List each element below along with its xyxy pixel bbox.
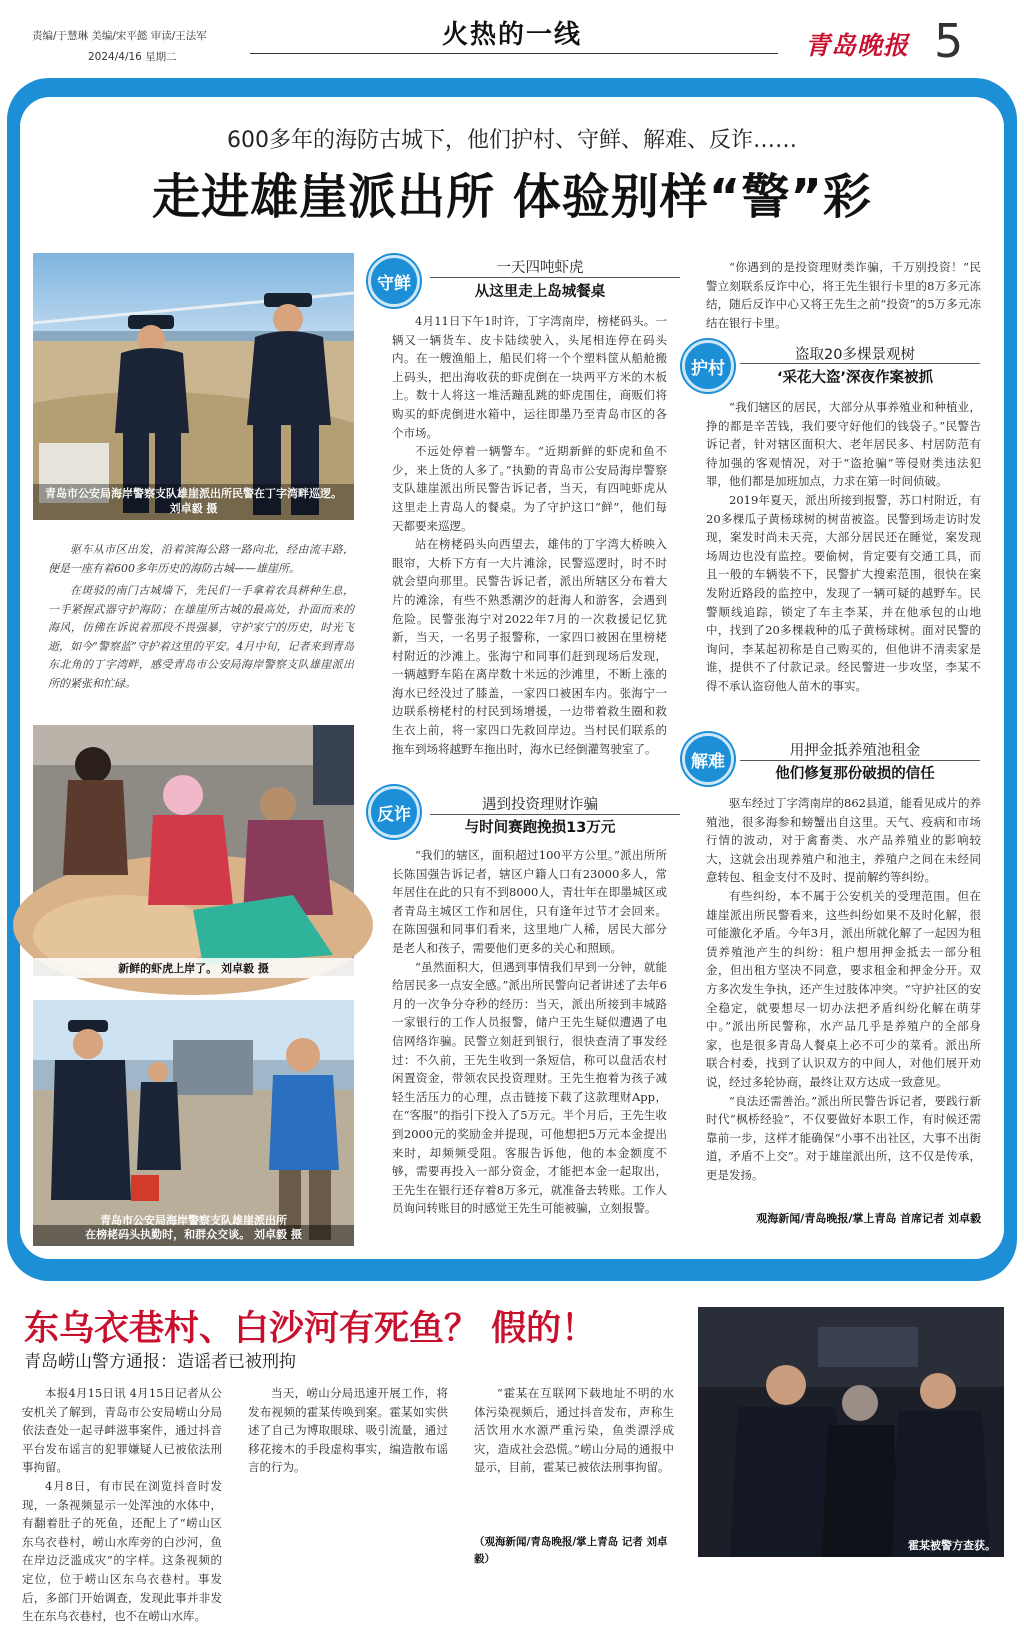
bottom-byline: （观海新闻/青岛晚报/掌上青岛 记者 刘卓毅） <box>474 1536 668 1565</box>
body-paragraph: 有些纠纷，本不属于公安机关的受理范围。但在雄崖派出所民警看来，这些纠纷如果不及时化解，很可能激化矛盾。今年3月，派出所就化解了一起因为租赁养殖池产生的纠纷：租户想用押金抵去一部分租金，但出租方坚决不同意，要求租金和押金分开。双方多次发生争执，还产生过肢体冲突。“守护社区的安全稳定，就要想尽一切办法把矛盾纠纷化解在萌芽中。”派出所民警称，水产品几乎是养殖户的全部身家，也是很多青岛人餐桌上必不可少的菜肴。派出所联合村委，找到了认识双方的中间人，对他们展开劝说，经过多轮协商，最终让双方达成一致意见。 <box>706 888 981 1089</box>
section4-title: 用押金抵养殖池租金 <box>789 743 921 759</box>
arrest-illustration <box>698 1307 1004 1557</box>
section3-body <box>706 398 981 728</box>
section2-subtitle: 与时间赛跑挽损13万元 <box>464 820 616 836</box>
section1-subtitle: 从这里走上岛城餐桌 <box>474 284 606 300</box>
intro-paragraph: 驱车从市区出发，沿着滨海公路一路向北，经由流丰路，便是一座有着600多年历史的海防古城——雄崖所。 <box>48 543 354 575</box>
section-badge-hucun: 护村 <box>682 340 734 392</box>
bottom-headline: 东乌衣巷村、白沙河有死鱼？ 假的！ <box>24 1309 597 1349</box>
section2-body-part2 <box>706 258 981 330</box>
photo1-caption: 青岛市公安局海岸警察支队雄崖派出所民警在丁字湾畔巡逻。 刘卓毅 摄 <box>33 484 354 520</box>
issue-date: 2024/4/16 星期二 <box>88 51 177 63</box>
photo-shrimp-landing <box>33 725 354 976</box>
photo3-overlay-text: 青岛市公安局海岸警察支队雄崖派出所 <box>100 1214 287 1227</box>
body-paragraph: 站在榜栳码头向西望去，雄伟的丁字湾大桥映入眼帘，大桥下方有一大片滩涂，民警巡逻时，时不时就会望向那里。民警告诉记者，派出所辖区分布着大片的滩涂，有些不熟悉潮汐的赶海人和游客，会遇到危险。民警张海宁对2022年7月的一次救援记忆犹新，当天，一名男子报警称，一家四口被困在里榜栳村附近的沙滩上。张海宁和同事们赶到现场后发现，一辆越野车陷在离岸数十米远的沙滩里，不断上涨的海水已经没过了膝盖，一家四口被困车内。张海宁一边联系榜栳村的村民到场增援，一边带着救生圈和救生衣上前，将一家四口先救回岸边。当村民们联系的拖车到场将越野车拖出时，海水已经倒灌驾驶室了。 <box>392 537 667 756</box>
body-paragraph: “我们辖区的居民，大部分从事养殖业和种植业，挣的都是辛苦钱，我们要守好他们的钱袋子。”民警告诉记者，针对辖区面积大、老年居民多、村居防范有待加强的客观情况，对于“盗抢骗”等侵财类违法犯罪，他们都是加班加点，力求在第一时间侦破。 <box>706 400 981 489</box>
section4-rule <box>740 760 980 761</box>
section3-title: 盗取20多棵景观树 <box>795 347 915 363</box>
patrol-illustration <box>33 253 354 520</box>
section4-subtitle: 他们修复那份破损的信任 <box>775 766 935 782</box>
section3-subtitle: ‘采花大盗’深夜作案被抓 <box>776 370 934 386</box>
feature-headline: 走进雄崖派出所 体验别样“警”彩 <box>152 169 872 225</box>
body-paragraph: 驱车经过丁字湾南岸的862县道，能看见成片的养殖池，很多海参和螃蟹出自这里。天气、疫病和市场行情的波动，对于禽畜类、水产品养殖业的影响较大，这就会出现养殖户和池主，养殖户之间在未经同意转包、租金支付不及时、提前解约等纠纷。 <box>706 796 981 885</box>
body-paragraph: “良法还需善治。”派出所民警告诉记者，要践行新时代“枫桥经验”，不仅要做好本职工作，有时候还需靠前一步，这样才能确保“小事不出社区，大事不出街道，矛盾不上交”。对于雄崖派出所，这不仅是传承，更是发扬。 <box>706 1093 981 1182</box>
section2-rule <box>430 814 680 815</box>
body-paragraph: 4月8日，有市民在浏览抖音时发现，一条视频显示一处浑浊的水体中，有翻着肚子的死鱼，还配上了“崂山区东乌衣巷村，崂山水库旁的白沙河，鱼在岸边泛滥成灾”的字样。这条视频的定位，位于崂山区东乌衣巷村。事发后，多部门开始调查，发现此事并非发生在东乌衣巷村，也不在崂山水库。 <box>22 1478 222 1624</box>
section4-body <box>706 794 981 1206</box>
photo-dock-talk <box>33 1000 354 1246</box>
section2-title: 遇到投资理财诈骗 <box>482 797 598 813</box>
feature-intro <box>48 541 354 697</box>
body-paragraph: “霍某在互联网下载地址不明的水体污染视频后，通过抖音发布，声称生活饮用水水源严重污染，鱼类漂浮成灾，造成社会恐慌。”崂山分局的通报中显示，目前，霍某已被依法刑事拘留。 <box>474 1386 674 1475</box>
body-paragraph: 2019年夏天，派出所接到报警，苏口村附近，有20多棵瓜子黄杨球树的树苗被盗。民警到场走访时发现，案发时尚未天亮，大部分居民还在睡觉，案发现场周边也没有监控。要偷树，肯定要有交通工具，而且一般的车辆装不下，民警扩大搜索范围，很快在案发附近路段的监控中，发现了一辆可疑的越野车。民警顺线追踪，锁定了车主李某，并在他承包的山地中，找到了20多棵栽种的瓜子黄杨球树。面对民警的询问，李某起初称是自己购买的，但他讲不清卖家是谁，提供不了付款记录。经民警进一步攻坚，李某不得不承认盗窃他人苗木的事实。 <box>706 492 981 693</box>
feature-kicker: 600多年的海防古城下，他们护村、守鲜、解难、反诈…… <box>227 128 797 153</box>
section-badge-jienan: 解难 <box>682 733 734 785</box>
body-paragraph: 不远处停着一辆警车。“近期新鲜的虾虎和鱼不少，来上货的人多了。”执勤的青岛市公安局海岸警察支队雄崖派出所民警告诉记者，当天，有四吨虾虎从这里走上青岛人的餐桌。为了守护这口“鲜”，他们每天都要来巡逻。 <box>392 444 667 533</box>
section1-title: 一天四吨虾虎 <box>496 260 584 276</box>
intro-paragraph: 在斑驳的南门古城墙下，先民们一手拿着农具耕种生息，一手紧握武器守护海防；在雄崖所古城的最高处，扑面而来的海风，仿佛在诉说着那段不畏强暴，守护家宁的历史，时光飞逝，如今“警察蓝”守护着这里的平安。4月中旬，记者来到青岛东北角的丁字湾畔，感受青岛市公安局海岸警察支队雄崖派出所的紧张和忙碌。 <box>48 584 354 690</box>
dock-illustration <box>33 1000 354 1246</box>
section3-rule <box>740 363 980 364</box>
body-paragraph: 本报4月15日讯 4月15日记者从公安机关了解到，青岛市公安局崂山分局依法查处一起寻衅滋事案件，通过抖音平台发布谣言的犯罪嫌疑人已被依法刑事拘留。 <box>22 1386 222 1475</box>
section2-body-part1 <box>392 846 667 1244</box>
page-number: 5 <box>934 14 964 68</box>
bottom-subheadline: 青岛崂山警方通报：造谣者已被刑拘 <box>24 1352 296 1372</box>
body-paragraph: 当天，崂山分局迅速开展工作，将发布视频的霍某传唤到案。霍某如实供述了自己为博取眼球、吸引流量，通过移花接木的手段虚构事实，编造散布谣言的行为。 <box>248 1386 448 1475</box>
newspaper-logo: 青岛晚报 <box>805 31 910 60</box>
section-title: 火热的一线 <box>441 20 582 50</box>
bottom-col-2 <box>248 1384 448 1570</box>
section-badge-shouxian: 守鲜 <box>368 255 420 307</box>
body-paragraph: “我们的辖区，面积超过100平方公里。”派出所所长陈国强告诉记者，辖区户籍人口有23000多人，常年居住在此的只有不到8000人，青壮年在即墨城区或者青岛主城区工作和居住，只有逢年过节才会回来。在陈国强和同事们看来，这里地广人稀，居民大部分是老人和孩子，需要他们更多的关心和照顾。 <box>392 848 667 955</box>
photo2-caption: 新鲜的虾虎上岸了。 刘卓毅 摄 <box>33 958 354 978</box>
feature-byline: 观海新闻/青岛晚报/掌上青岛 首席记者 刘卓毅 <box>756 1212 981 1225</box>
photo-suspect-arrest <box>698 1307 1004 1557</box>
bottom-col-1 <box>22 1384 222 1624</box>
photo4-caption: 霍某被警方查获。 <box>908 1539 996 1552</box>
body-paragraph: “你遇到的是投资理财类诈骗，千万别投资！”民警立刻联系反诈中心，将王先生银行卡里的8万多元冻结，随后反诈中心又将王先生之前“投资”的5万多元冻结在银行卡里。 <box>706 260 981 330</box>
photo3-caption: 在榜栳码头执勤时，和群众交谈。 刘卓毅 摄 <box>33 1225 354 1246</box>
photo-police-patrol <box>33 253 354 520</box>
body-paragraph: “虽然面积大，但遇到事情我们早到一分钟，就能给居民多一点安全感。”派出所民警向记者讲述了去年6月的一次争分夺秒的经历：当天，派出所接到丰城路一家银行的工作人员报警，储户王先生疑似遭遇了电信网络诈骗。民警立刻赶到银行，很快查清了事发经过：不久前，王先生收到一条短信，称可以盘活农村闲置资金，带领农民投资理财。王先生抱着为孩子减轻生活压力的心理，点击链接下载了这款理财App，在“客服”的指引下投入了5万元。半个月后，王先生收到2000元的奖励金并提现，可他想把5万元本金提出来时，却频频受阻。客服告诉他，他的本金额度不够，需要再投入一部分资金，才能把本金一起取出，王先生在银行还存着8万多元，就准备去转账。工作人员询问转账目的时感觉王先生可能被骗，立刻报警。 <box>392 959 667 1216</box>
bottom-col-3 <box>474 1384 674 1534</box>
editor-credits: 责编/于慧琳 美编/宋平懿 审读/王法军 <box>32 30 207 42</box>
header-divider <box>250 53 778 54</box>
body-paragraph: 4月11日下午1时许，丁字湾南岸，榜栳码头。一辆又一辆货车、皮卡陆续驶入，头尾相连停在码头内。在一艘渔船上，船民们将一个个塑料筐从船舱搬上码头，把出海收获的虾虎倒在一块两平方米的木板上。数十人将这一堆活蹦乱跳的虾虎围住，商贩们将购买的虾虎倒进水箱中，运往即墨乃至青岛市区的各个市场。 <box>392 314 667 440</box>
section1-rule <box>430 277 680 278</box>
section-badge-fanzha: 反诈 <box>368 786 420 838</box>
section1-body <box>392 312 667 782</box>
shrimp-illustration <box>33 725 354 976</box>
